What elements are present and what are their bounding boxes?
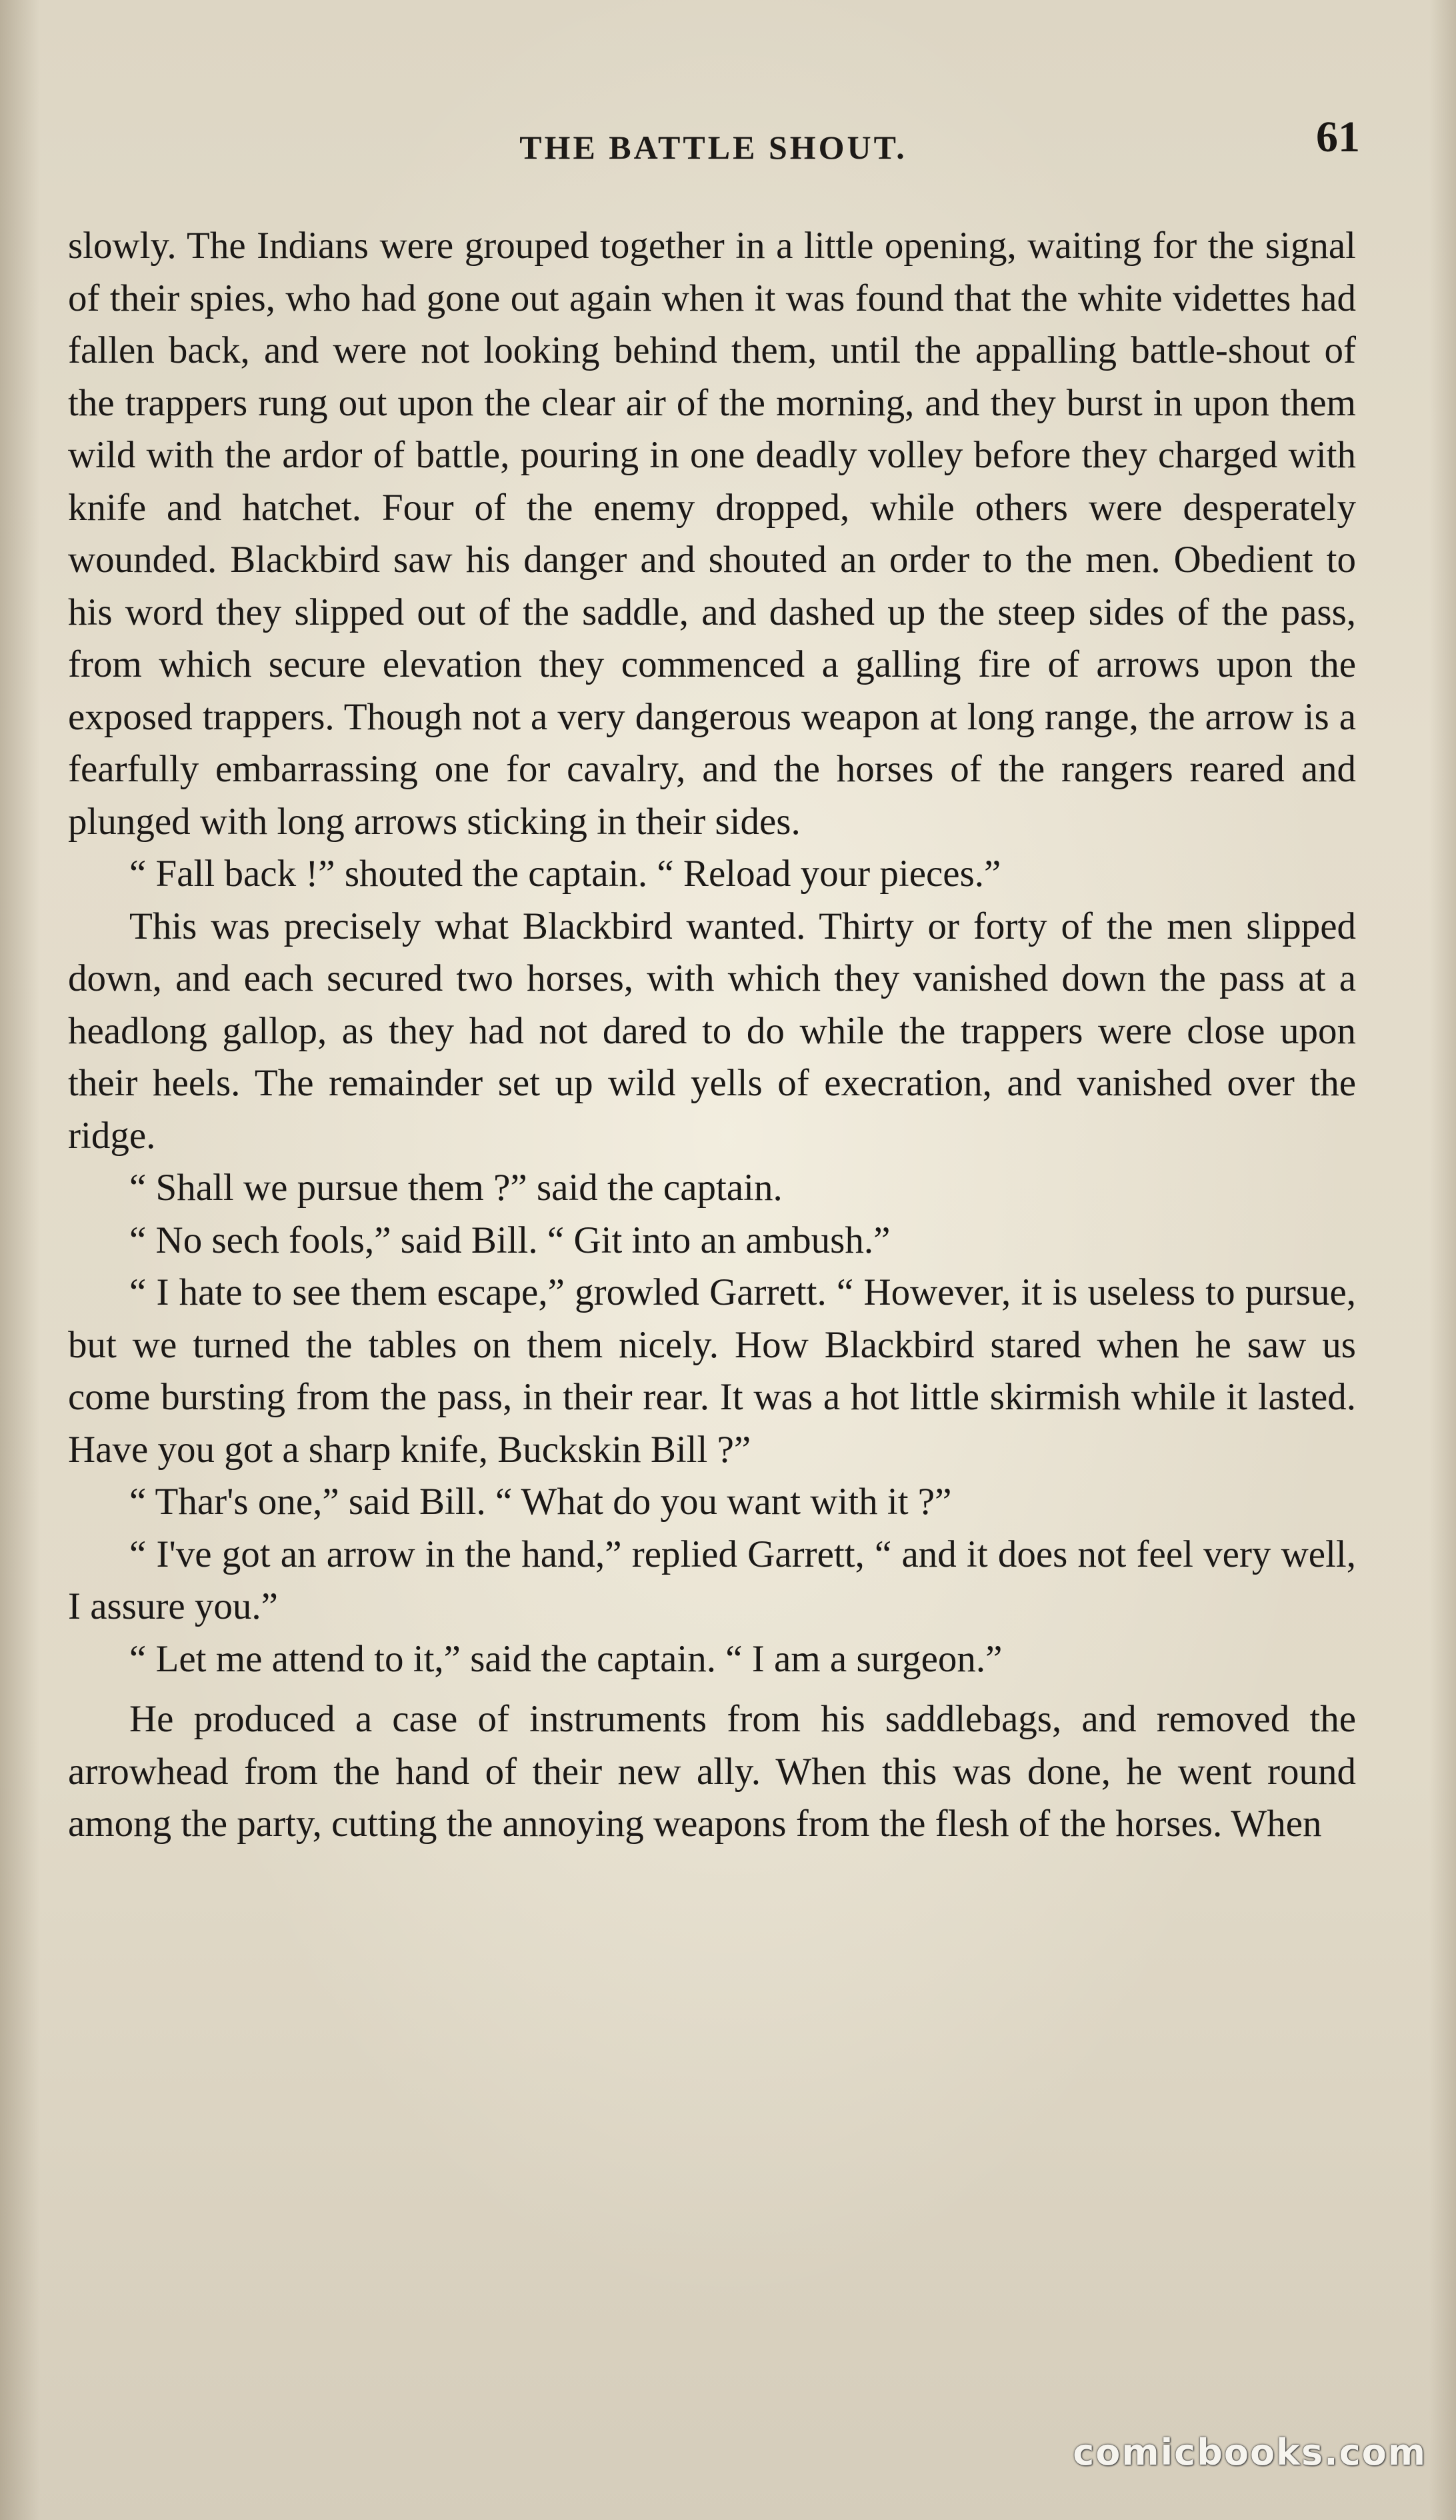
running-head: THE BATTLE SHOUT. <box>519 129 907 166</box>
paragraph: “ I hate to see them escape,” growled Garrett. “ However, it is useless to pursue, but we turned the tables on them nicely. How Blackbird stared when he saw us come bursting from the pass, in their rear. It was a hot little skirmish while it lasted. Have you got a sharp knife, Buckskin Bill ?” <box>68 1271 1356 1471</box>
body-text <box>68 220 1356 1851</box>
paragraph: slowly. The Indians were grouped together in a little opening, waiting for the signal of their spies, who had gone out again when it was found that the white videttes had fallen back, and were not looking behind them, until the appalling battle-shout of the trappers rung out upon the clear air of the morning, and they burst in upon them wild with the ardor of battle, pouring in one deadly volley before they charged with knife and hatchet. Four of the enemy dropped, while others were desperately wounded. Blackbird saw his danger and shouted an order to the men. Obedient to his word they slipped out of the saddle, and dashed up the steep sides of the pass, from which secure elevation they commenced a galling fire of arrows upon the exposed trappers. Though not a very dangerous weapon at long range, the arrow is a fearfully embarrassing one for cavalry, and the horses of the rangers reared and plunged with long arrows sticking in their sides. <box>68 225 1356 843</box>
page-shadow-right <box>1429 0 1456 2520</box>
paragraph: “ Let me attend to it,” said the captain. “ I am a surgeon.” <box>129 1637 1003 1680</box>
paragraph: “ I've got an arrow in the hand,” replied Garrett, “ and it does not feel very well, I assure you.” <box>68 1533 1356 1627</box>
page-number: 61 <box>1316 113 1360 161</box>
paragraph: “ Thar's one,” said Bill. “ What do you want with it ?” <box>129 1481 952 1523</box>
watermark: comicbooks.com <box>1073 2431 1427 2473</box>
paragraph: “ No sech fools,” said Bill. “ Git into an ambush.” <box>129 1219 891 1261</box>
paragraph: “ Fall back !” shouted the captain. “ Reload your pieces.” <box>129 853 1001 895</box>
paragraph: “ Shall we pursue them ?” said the captain. <box>129 1167 783 1209</box>
paragraph: This was precisely what Blackbird wanted. Thirty or forty of the men slipped down, and each secured two horses, with which they vanished down the pass at a headlong gallop, as they had not dared to do while the trappers were close upon their heels. The remainder set up wild yells of execration, and vanished over the ridge. <box>68 905 1356 1157</box>
page-shadow-left <box>0 0 40 2520</box>
paragraph: He produced a case of instruments from his saddlebags, and removed the arrowhead from the hand of their new ally. When this was done, he went round among the party, cutting the annoying weapons from the flesh of the horses. When <box>68 1698 1356 1845</box>
page-header <box>67 112 1360 185</box>
